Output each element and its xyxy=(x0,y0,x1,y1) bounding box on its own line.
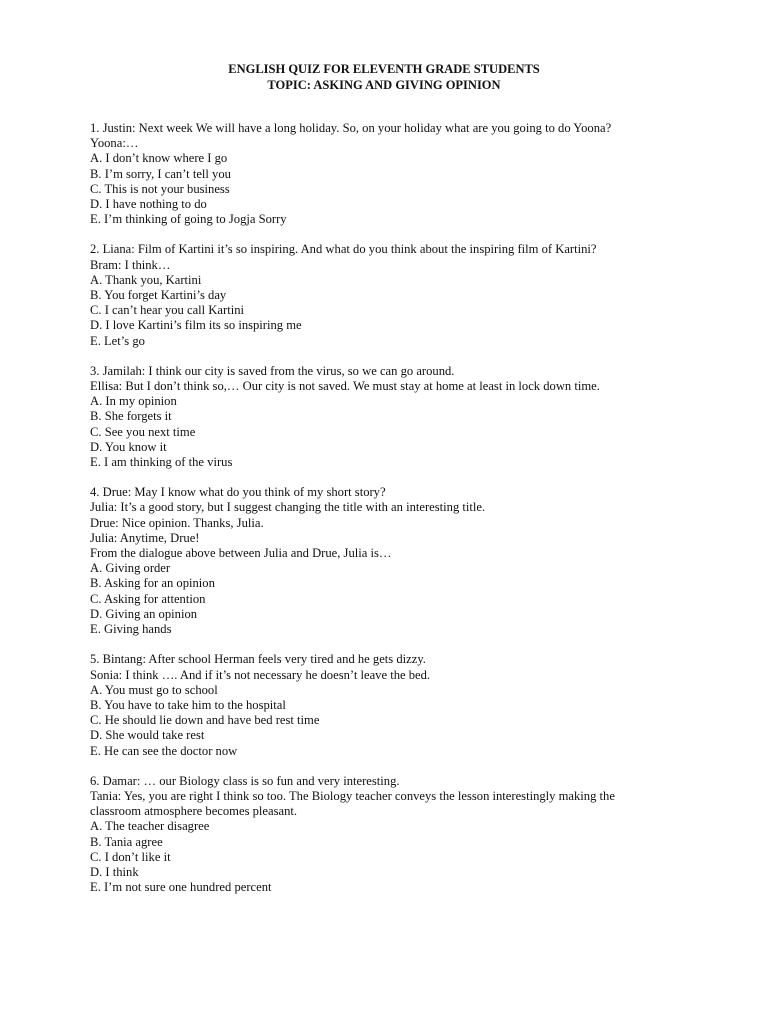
question-text-line: 2. Liana: Film of Kartini it’s so inspiring. And what do you think about the inspiring film of Kartini? xyxy=(90,242,597,257)
answer-option: B. You have to take him to the hospital xyxy=(90,697,286,712)
answer-option: C. I can’t hear you call Kartini xyxy=(90,303,244,318)
answer-option: A. Giving order xyxy=(90,561,171,576)
answer-option: A. You must go to school xyxy=(90,682,218,697)
answer-option: A. Thank you, Kartini xyxy=(90,272,202,287)
question-text-line: Bram: I think… xyxy=(90,257,171,272)
page-topic: TOPIC: ASKING AND GIVING OPINION xyxy=(267,78,501,92)
answer-option: E. I’m not sure one hundred percent xyxy=(90,880,272,895)
answer-option: D. She would take rest xyxy=(90,728,205,743)
answer-option: D. I love Kartini’s film its so inspiring me xyxy=(90,318,302,333)
answer-option: C. I don’t like it xyxy=(90,849,171,864)
question-text-line: 3. Jamilah: I think our city is saved from the virus, so we can go around. xyxy=(90,363,455,378)
answer-option: E. He can see the doctor now xyxy=(90,743,238,758)
question-text-line: Tania: Yes, you are right I think so too. The Biology teacher conveys the lesson interestingly making the classroom atmosphere becomes pleasant. xyxy=(90,788,619,819)
question-6 xyxy=(90,774,690,896)
question-text-line: Julia: It’s a good story, but I suggest changing the title with an interesting title. xyxy=(90,500,486,515)
question-text-line: Ellisa: But I don’t think so,… Our city is not saved. We must stay at home at least in lock down time. xyxy=(90,379,600,394)
question-text-line: Yoona:… xyxy=(90,136,139,151)
question-text-line: From the dialogue above between Julia and Drue, Julia is… xyxy=(90,546,392,561)
answer-option: D. Giving an opinion xyxy=(90,606,198,621)
question-text-line: Drue: Nice opinion. Thanks, Julia. xyxy=(90,515,264,530)
answer-option: C. He should lie down and have bed rest time xyxy=(90,713,320,728)
question-text-line: 1. Justin: Next week We will have a long holiday. So, on your holiday what are you going to do Yoona? xyxy=(90,121,612,135)
question-text-line: 6. Damar: … our Biology class is so fun and very interesting. xyxy=(90,773,400,788)
answer-option: A. I don’t know where I go xyxy=(90,151,228,166)
question-1 xyxy=(90,121,690,227)
question-text-line: 4. Drue: May I know what do you think of my short story? xyxy=(90,485,386,500)
question-3 xyxy=(90,364,690,470)
answer-option: E. Let’s go xyxy=(90,333,145,348)
answer-option: D. I have nothing to do xyxy=(90,197,207,212)
question-list xyxy=(90,121,690,895)
answer-option: B. I’m sorry, I can’t tell you xyxy=(90,166,231,181)
answer-option: B. You forget Kartini’s day xyxy=(90,288,227,303)
answer-option: A. The teacher disagree xyxy=(90,819,210,834)
question-2 xyxy=(90,242,690,348)
title-block xyxy=(90,61,678,93)
answer-option: B. Asking for an opinion xyxy=(90,576,215,591)
answer-option: C. See you next time xyxy=(90,424,196,439)
question-text-line: 5. Bintang: After school Herman feels very tired and he gets dizzy. xyxy=(90,652,426,667)
question-text-line: Sonia: I think …. And if it’s not necessary he doesn’t leave the bed. xyxy=(90,667,431,682)
answer-option: D. You know it xyxy=(90,439,167,454)
quiz-page xyxy=(90,61,690,910)
answer-option: A. In my opinion xyxy=(90,394,177,409)
answer-option: C. Asking for attention xyxy=(90,591,206,606)
answer-option: E. I am thinking of the virus xyxy=(90,455,233,470)
question-text-line: Julia: Anytime, Drue! xyxy=(90,530,200,545)
question-4 xyxy=(90,485,690,637)
answer-option: D. I think xyxy=(90,864,139,879)
answer-option: E. I’m thinking of going to Jogja Sorry xyxy=(90,212,287,227)
answer-option: C. This is not your business xyxy=(90,181,230,196)
answer-option: B. Tania agree xyxy=(90,834,163,849)
answer-option: B. She forgets it xyxy=(90,409,172,424)
answer-option: E. Giving hands xyxy=(90,622,172,637)
question-5 xyxy=(90,652,690,758)
page-title: ENGLISH QUIZ FOR ELEVENTH GRADE STUDENTS xyxy=(228,62,540,76)
